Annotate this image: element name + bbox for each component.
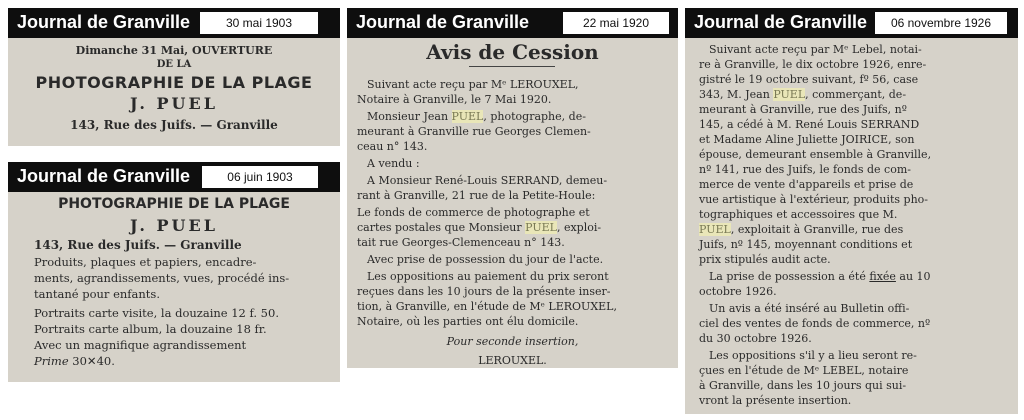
highlighted-name: PUEL [525,221,557,234]
text-line: Avec prise de possession du jour de l'acte. [367,253,604,266]
text-line: DE LA [156,59,192,70]
clipping-06-novembre-1926 [685,8,1018,414]
text-line: meurant à Granville rue Georges Clemen- [357,125,591,138]
clipping-header [685,8,1018,38]
text-line: et Madame Aline Juliette JOIRICE, son [699,133,915,146]
text-line: vront la présente insertion. [699,394,852,407]
clipping-text [685,38,1018,414]
text-line: PHOTOGRAPHIE DE LA PLAGE [58,196,290,212]
text-line: Produits, plaques et papiers, encadre- [34,255,257,269]
highlighted-name: PUEL [451,110,484,123]
text-line: Avec un magnifique agrandissement [34,338,247,352]
text-line: Suivant acte reçu par Mᵉ Lebel, notai- [709,43,922,56]
text-line: meurant à Granville, rue des Juifs, nº [699,103,907,116]
prime-label: Prime [34,354,69,368]
text-line: 343, M. Jean PUEL, commerçant, de- [699,88,907,101]
newspaper-name: Journal de Granville [17,166,191,186]
text-line: cartes postales que Monsieur PUEL, exploi- [357,221,602,234]
text-line: PHOTOGRAPHIE DE LA PLAGE [35,73,313,92]
text-line: La prise de possession a été fixée au 10 [709,270,931,283]
clipping-text [347,38,678,368]
newspaper-name: Journal de Granville [17,12,191,32]
text-line: 143, Rue des Juifs. — Granville [34,238,242,252]
text-line: à Granville, dans les 10 jours qui sui- [699,379,907,392]
clipping-30-mai-1903 [8,8,340,146]
text-line: prix stipulés audit acte. [699,253,831,266]
text-line: 145, a cédé à M. René Louis SERRAND [699,118,920,131]
underlined-word: fixée [869,270,896,283]
text-line: Un avis a été inséré au Bulletin offi- [709,302,910,315]
text-line: Notaire à Granville, le 7 Mai 1920. [357,93,552,106]
text-line: vue artistique à l'extérieur, produits pho- [699,193,929,206]
highlighted-name: PUEL [699,223,731,236]
text-line: Les oppositions s'il y a lieu seront re- [709,349,917,362]
text-line: gistré le 19 octobre suivant, fº 56, case [699,73,919,86]
newspaper-name: Journal de Granville [694,12,868,32]
text-line: Les oppositions au paiement du prix seront [367,270,609,283]
text-line: PUEL, exploitait à Granville, rue des [699,223,904,236]
clipping-header [8,162,340,192]
clipping-header [347,8,678,38]
text-line: A vendu : [367,157,420,170]
text-line: Pour seconde insertion, [446,335,579,348]
prime-width: 30 [72,354,87,368]
multiply-icon: ✕ [86,354,97,368]
highlighted-name: PUEL [773,88,806,101]
text-line: J. PUEL [130,94,218,113]
publication-date: 22 mai 1920 [563,12,669,34]
text-line: Suivant acte reçu par Mᵉ LEROUXEL, [367,78,579,91]
notice-title: Avis de Cession [426,40,599,64]
clipping-header [8,8,340,38]
newspaper-name: Journal de Granville [356,12,530,32]
text-line: tographiques et accessoires que M. [699,208,898,221]
text-line: épouse, demeurant ensemble à Granville, [699,148,932,161]
text-line: Dimanche 31 Mai, OUVERTURE [75,44,273,57]
text-line: ceau n° 143. [357,140,428,153]
text-line: J. PUEL [130,216,218,235]
text-line: rant à Granville, 21 rue de la Petite-Houle: [357,189,596,202]
text-line: merce de vente d'appareils et prise de [699,178,914,191]
prime-height: 40. [96,354,115,368]
text-line: ments, agrandissements, vues, procédé ins- [34,271,290,285]
text-line: Portraits carte album, la douzaine 18 fr. [34,322,267,336]
publication-date: 06 novembre 1926 [875,12,1007,34]
text-line: Le fonds de commerce de photographe et [357,206,590,219]
text-line: Portraits carte visite, la douzaine 12 f. 50. [34,306,279,320]
text-line: Monsieur Jean PUEL, photographe, de- [367,110,586,123]
text-line: tion, à Granville, en l'étude de Mᵉ LEROUXEL, [357,300,617,313]
text-line [34,354,115,368]
text-line: tait rue Georges-Clemenceau n° 143. [357,236,565,249]
clipping-text [8,38,340,146]
clipping-text [8,192,340,382]
text-line: A Monsieur René-Louis SERRAND, demeu- [367,174,608,187]
text-line: reçues dans les 10 jours de la présente inser- [357,285,611,298]
publication-date: 30 mai 1903 [200,12,318,34]
text-line: Notaire, où les parties ont élu domicile. [357,315,579,328]
signature-text: LEROUXEL. [478,354,547,367]
text-line: çues en l'étude de Mᵉ LEBEL, notaire [699,364,909,377]
text-line: tantané pour enfants. [34,287,160,301]
title-rule [469,66,555,67]
text-line: re à Granville, le dix octobre 1926, enre- [699,58,927,71]
text-line: ciel des ventes de fonds de commerce, nº [699,317,931,330]
clipping-22-mai-1920 [347,8,678,368]
publication-date: 06 juin 1903 [202,166,318,188]
text-line: du 30 octobre 1926. [699,332,812,345]
text-line: 143, Rue des Juifs. — Granville [70,118,278,132]
text-line: nº 141, rue des Juifs, le fonds de com- [699,163,911,176]
text-line: octobre 1926. [699,285,777,298]
text-line: Juifs, nº 145, moyennant conditions et [699,238,913,251]
clipping-06-juin-1903 [8,162,340,382]
